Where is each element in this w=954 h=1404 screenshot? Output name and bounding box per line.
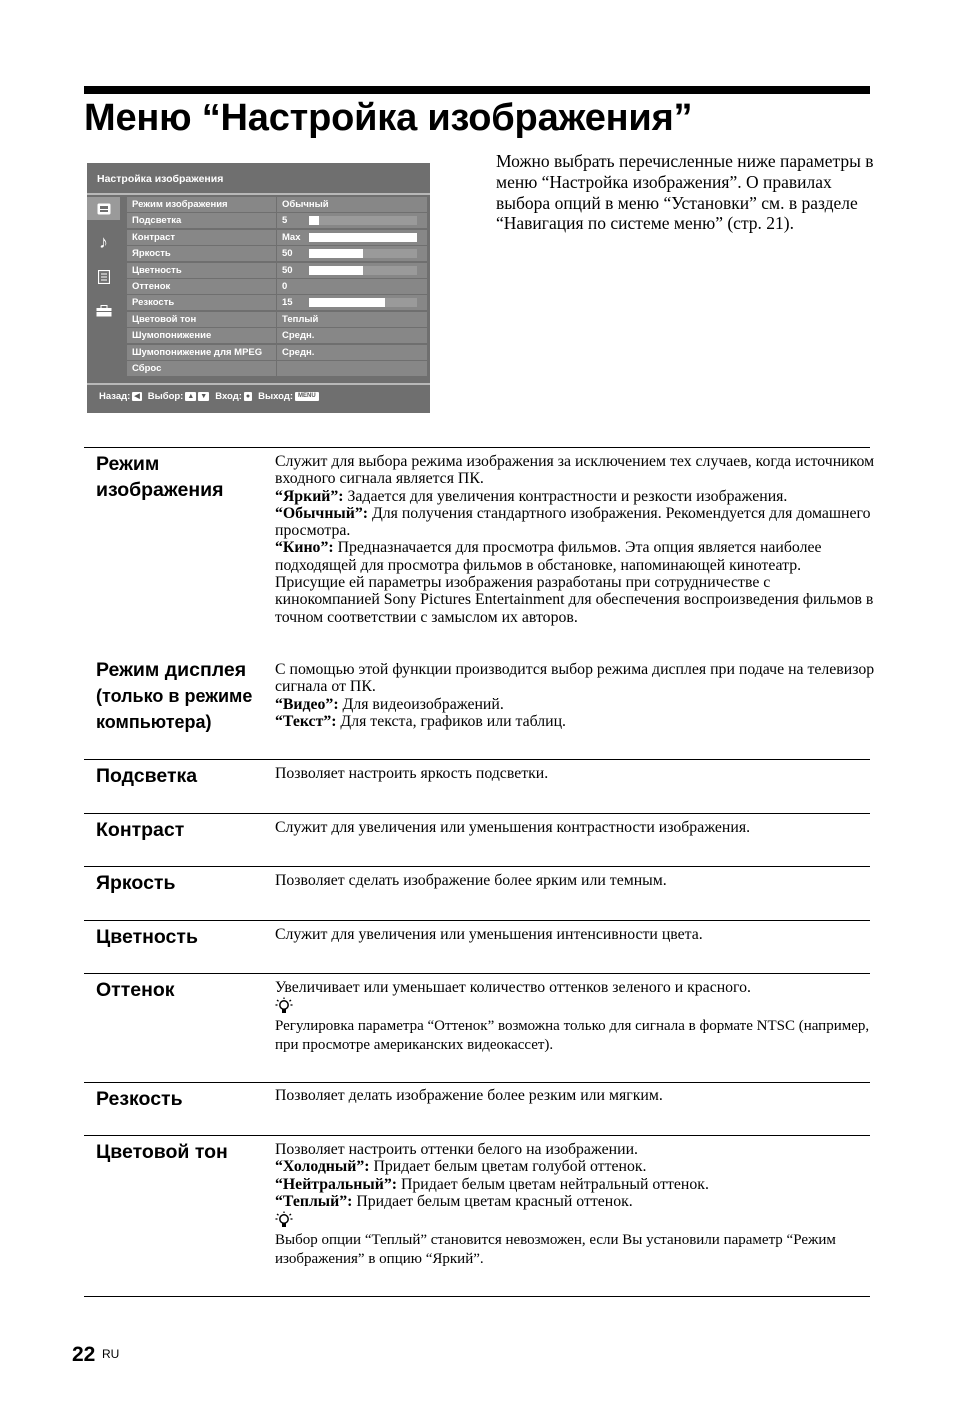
osd-row-label: Яркость	[127, 246, 276, 261]
picture-icon	[87, 197, 120, 220]
osd-row[interactable]	[127, 213, 427, 228]
definition-lead-text: Позволяет делать изображение более резким или мягким.	[275, 1087, 663, 1104]
table-row-divider	[84, 866, 870, 867]
definition-option-name: “Холодный”:	[275, 1158, 370, 1176]
osd-row-value: 5	[282, 215, 288, 227]
osd-row-value: Обычный	[282, 199, 329, 210]
osd-level-bar	[309, 216, 417, 225]
lightbulb-hint-icon	[275, 997, 293, 1017]
osd-row-value-cell	[277, 197, 427, 212]
osd-row-value-cell	[277, 246, 427, 261]
table-row-divider	[84, 1135, 870, 1136]
definition-term-title: Резкость	[96, 1088, 183, 1110]
table-row-divider	[84, 920, 870, 921]
definition-option-name: “Теплый”:	[275, 1192, 353, 1210]
definition-option-text: Предназначается для просмотра фильмов. Эта опция является наиболее подходящей для просмотра фильмов в обстановке, напоминающей кинотеатр. Присущие ей параметры изображения разработаны при сотрудничестве с кинокомпанией Sony Pictures Entertainment для обеспечения воспроизведения фильмов в точном соответствии с замыслом их авторов.	[275, 539, 874, 626]
osd-row[interactable]	[127, 312, 427, 327]
osd-row-value-cell	[277, 230, 427, 245]
osd-level-bar	[309, 298, 417, 307]
table-bottom-rule	[84, 1296, 870, 1297]
table-row-divider	[84, 447, 870, 448]
menu-key-icon: MENU	[295, 392, 319, 401]
definition-option-name: “Яркий”:	[275, 487, 344, 505]
osd-row-value-cell	[277, 263, 427, 278]
definition-description	[275, 1087, 875, 1104]
osd-row[interactable]	[127, 295, 427, 310]
osd-back-label: Назад:	[99, 391, 131, 402]
enter-key-icon: ●	[245, 393, 251, 400]
definition-lead-text: Позволяет сделать изображение более ярким или темным.	[275, 872, 667, 889]
intro-paragraph: Можно выбрать перечисленные ниже параметры в меню “Настройка изображения”. О правилах выбора опций в меню “Установки” см. в разделе “Навигация по системе меню” (стр. 21).	[496, 151, 874, 234]
back-key-icon: ◀	[134, 393, 140, 400]
definition-description	[275, 1141, 875, 1268]
page-title: Меню “Настройка изображения”	[84, 97, 693, 139]
osd-row-value: 50	[282, 248, 293, 260]
definition-term	[96, 870, 271, 896]
osd-row-label: Контраст	[127, 230, 276, 245]
table-row-divider	[84, 1082, 870, 1083]
list-icon	[87, 265, 120, 288]
osd-row-value: 0	[282, 280, 288, 292]
osd-row-value-cell	[277, 361, 427, 376]
osd-level-bar	[309, 249, 417, 258]
definition-term	[96, 977, 271, 1003]
osd-row-value: Средн.	[282, 346, 315, 358]
definition-option	[275, 488, 875, 505]
osd-row[interactable]	[127, 345, 427, 360]
osd-row-label: Шумопонижение	[127, 328, 276, 343]
osd-level-bar	[309, 266, 417, 275]
osd-row-value: Средн.	[282, 330, 315, 342]
osd-level-fill	[309, 216, 319, 225]
table-row-divider	[84, 759, 870, 760]
definition-description	[275, 765, 875, 782]
definition-option-name: “Нейтральный”:	[275, 1175, 397, 1193]
definition-option	[275, 1158, 875, 1175]
music-note-icon: ♪	[99, 232, 108, 252]
osd-row-value-cell	[277, 328, 427, 343]
definition-description	[275, 926, 875, 943]
definition-term-title: Яркость	[96, 872, 176, 894]
definition-description	[275, 872, 875, 889]
osd-row-value: 50	[282, 264, 293, 276]
osd-row[interactable]	[127, 361, 427, 376]
definition-note: Выбор опции “Теплый” становится невозможен, если Вы установили параметр “Режим изображения” в опцию “Яркий”.	[275, 1232, 836, 1267]
osd-row[interactable]	[127, 230, 427, 245]
definition-term-title: Подсветка	[96, 765, 198, 787]
osd-row-label: Резкость	[127, 295, 276, 310]
definition-term-subtitle: (только в режиме компьютера)	[96, 686, 253, 732]
osd-row-value-cell	[277, 295, 427, 310]
osd-footer	[99, 391, 325, 402]
page-language-code: RU	[102, 1347, 120, 1361]
definition-term	[96, 1086, 271, 1112]
definition-description	[275, 979, 875, 1054]
osd-row[interactable]	[127, 246, 427, 261]
osd-row-label: Шумопонижение для MPEG	[127, 345, 276, 360]
definition-term	[96, 451, 256, 503]
osd-enter-label: Вход:	[215, 391, 242, 402]
osd-row[interactable]	[127, 263, 427, 278]
osd-level-fill	[309, 233, 417, 242]
title-rule	[84, 86, 870, 94]
definition-option-name: “Обычный”:	[275, 504, 369, 522]
definition-term	[96, 657, 271, 735]
definition-option-text: Для текста, графиков или таблиц.	[336, 712, 567, 730]
osd-row-label: Оттенок	[127, 279, 276, 294]
definition-option-text: Придает белым цветам голубой оттенок.	[369, 1158, 647, 1176]
definition-option	[275, 1193, 875, 1210]
down-key-icon: ▼	[200, 393, 208, 400]
definition-option	[275, 539, 875, 625]
definition-term	[96, 817, 271, 843]
definition-lead-text: Увеличивает или уменьшает количество оттенков зеленого и красного.	[275, 979, 751, 996]
definition-option-name: “Кино”:	[275, 539, 334, 557]
definition-term-title: Контраст	[96, 819, 185, 841]
definition-option	[275, 1176, 875, 1193]
osd-exit-label: Выход:	[258, 391, 294, 402]
definition-option-text: Придает белым цветам красный оттенок.	[352, 1192, 633, 1210]
osd-row-value: Теплый	[282, 313, 319, 325]
definition-description	[275, 661, 875, 730]
definition-term-title: Цветность	[96, 926, 198, 948]
osd-row-label: Сброс	[127, 361, 276, 376]
osd-settings-list	[127, 197, 427, 377]
osd-row[interactable]	[127, 197, 427, 212]
definition-term-title: Цветовой тон	[96, 1141, 228, 1163]
osd-row[interactable]	[127, 328, 427, 343]
osd-row-label: Режим изображения	[127, 197, 276, 212]
osd-row-value: Max	[282, 231, 301, 243]
page-number: 22	[72, 1343, 96, 1366]
definition-option	[275, 713, 875, 730]
definition-note: Регулировка параметра “Оттенок” возможна только для сигнала в формате NTSC (например, при просмотре американских видеокассет).	[275, 1018, 870, 1053]
definition-term	[96, 1139, 271, 1165]
osd-row-value-cell	[277, 312, 427, 327]
osd-level-fill	[309, 249, 363, 258]
osd-level-bar	[309, 233, 417, 242]
definition-lead-text: Служит для увеличения или уменьшения интенсивности цвета.	[275, 926, 703, 943]
osd-level-fill	[309, 266, 363, 275]
osd-menu-screenshot	[87, 163, 430, 413]
definition-lead-text: Позволяет настроить яркость подсветки.	[275, 765, 549, 782]
definition-description	[275, 453, 875, 626]
up-key-icon: ▲	[187, 393, 195, 400]
definition-option-text: Для получения стандартного изображения. Рекомендуется для домашнего просмотра.	[275, 504, 871, 540]
definition-lead-text: Позволяет настроить оттенки белого на изображении.	[275, 1141, 638, 1158]
definition-term-title: Оттенок	[96, 979, 175, 1001]
lightbulb-hint-icon	[275, 1211, 293, 1231]
definition-option-name: “Текст”:	[275, 712, 337, 730]
definition-term	[96, 924, 271, 950]
definition-lead-text: Служит для увеличения или уменьшения контрастности изображения.	[275, 819, 751, 836]
osd-row-value-cell	[277, 213, 427, 228]
definition-term	[96, 763, 271, 789]
osd-level-fill	[309, 298, 385, 307]
osd-row-value-cell	[277, 279, 427, 294]
osd-row-value-cell	[277, 345, 427, 360]
osd-icon-column	[87, 197, 120, 333]
osd-title: Настройка изображения	[97, 173, 224, 185]
definition-term-title: Режим изображения	[96, 453, 224, 501]
definition-option-name: “Видео”:	[275, 695, 339, 713]
osd-row-label: Подсветка	[127, 213, 276, 228]
definition-lead-text: С помощью этой функции производится выбор режима дисплея при подаче на телевизор сигнала от ПК.	[275, 661, 875, 696]
osd-footer-divider	[87, 383, 430, 385]
definition-option-text: Задается для увеличения контрастности и резкости изображения.	[343, 487, 788, 505]
definition-option-text: Для видеоизображений.	[338, 695, 504, 713]
osd-row[interactable]	[127, 279, 427, 294]
definition-lead-text: Служит для выбора режима изображения за исключением тех случаев, когда источником входного сигнала является ПК.	[275, 453, 875, 488]
osd-divider	[87, 193, 430, 195]
definition-option	[275, 505, 875, 540]
definition-option	[275, 696, 875, 713]
toolbox-icon	[87, 299, 120, 322]
definition-term-title: Режим дисплея	[96, 659, 247, 681]
table-row-divider	[84, 973, 870, 974]
definition-description	[275, 819, 875, 836]
osd-select-label: Выбор:	[147, 391, 184, 402]
osd-row-label: Цветность	[127, 263, 276, 278]
table-row-divider	[84, 813, 870, 814]
osd-row-value: 15	[282, 297, 293, 309]
osd-row-label: Цветовой тон	[127, 312, 276, 327]
definition-option-text: Придает белым цветам нейтральный оттенок.	[397, 1175, 709, 1193]
